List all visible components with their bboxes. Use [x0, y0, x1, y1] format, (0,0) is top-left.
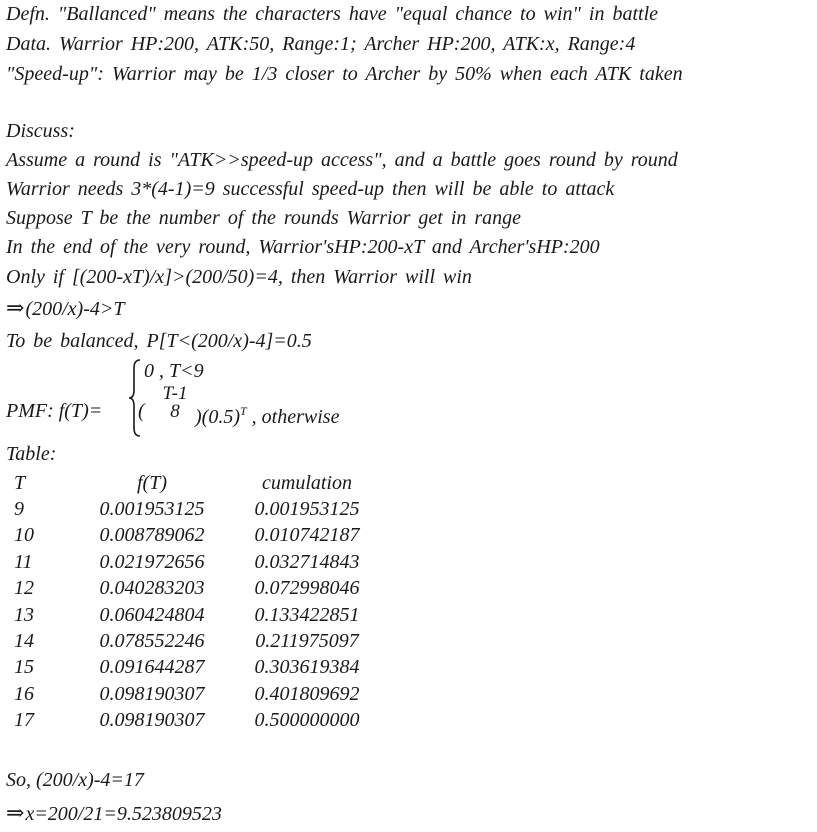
table-row: [8, 628, 382, 654]
column-header: cumulation: [262, 471, 352, 494]
table-cell: 0.303619384: [254, 656, 360, 679]
table-row: [8, 523, 382, 549]
table-cell: 0.001953125: [99, 498, 205, 521]
implication-text: (200/x)-4>T: [25, 298, 125, 320]
table-cell: 0.010742187: [254, 524, 360, 547]
table-cell: 0.500000000: [254, 709, 360, 732]
discuss-line: Only if [(200-xT)/x]>(200/50)=4, then Warrior will win: [6, 266, 472, 288]
table-cell: 12: [14, 577, 34, 600]
table-cell: 0.211975097: [255, 630, 359, 653]
implies-arrow-icon: ⇒: [6, 800, 25, 825]
column-header: f(T): [137, 471, 167, 494]
table-header-row: [8, 470, 382, 496]
table-row: [8, 655, 382, 681]
table-cell: 13: [14, 603, 34, 626]
table-cell: 0.032714843: [254, 550, 360, 573]
pmf-case-2-tail: , otherwise: [246, 406, 340, 428]
discuss-line: Suppose T be the number of the rounds Warrior get in range: [6, 207, 522, 229]
table-cell: 0.060424804: [99, 603, 205, 626]
discuss-line: Assume a round is "ATK>>speed-up access", and a battle goes round by round: [6, 149, 678, 171]
table-row: [8, 549, 382, 575]
pmf-case-2-open: (: [138, 400, 145, 422]
discuss-line: Warrior needs 3*(4-1)=9 successful speed-up then will be able to attack: [6, 178, 615, 200]
implication-line: [6, 295, 124, 322]
result-line: [6, 800, 222, 827]
table-cell: 0.098190307: [99, 709, 205, 732]
table-label: Table:: [6, 443, 57, 465]
table-cell: 0.001953125: [254, 498, 360, 521]
conclusion-line: So, (200/x)-4=17: [6, 769, 144, 791]
discuss-heading: Discuss:: [6, 120, 75, 142]
table-cell: 15: [14, 656, 34, 679]
table-cell: 14: [14, 630, 34, 653]
table-cell: 0.072998046: [254, 577, 360, 600]
table-row: [8, 708, 382, 734]
table-row: [8, 602, 382, 628]
pmf-case-2-power: )(0.5): [195, 406, 240, 428]
balanced-line: To be balanced, P[T<(200/x)-4]=0.5: [6, 330, 312, 352]
table-cell: 10: [14, 524, 34, 547]
table-row: [8, 496, 382, 522]
pmf-table: [8, 470, 382, 734]
binomial-bottom: 8: [170, 401, 180, 422]
pmf-exponent: T: [239, 404, 247, 418]
pmf-formula: [6, 358, 426, 438]
result-text: x=200/21=9.523809523: [25, 803, 222, 825]
definition-line: Defn. "Ballanced" means the characters have "equal chance to win" in battle: [6, 3, 659, 25]
pmf-case-2: [195, 398, 339, 430]
pmf-case-1: 0 , T<9: [144, 360, 204, 382]
table-cell: 0.078552246: [99, 630, 205, 653]
table-cell: 0.021972656: [99, 550, 205, 573]
table-cell: 0.040283203: [99, 577, 205, 600]
table-cell: 0.133422851: [254, 603, 360, 626]
table-cell: 0.401809692: [254, 682, 360, 705]
speed-up-line: "Speed-up": Warrior may be 1/3 closer to Archer by 50% when each ATK taken: [6, 63, 683, 85]
binomial-coefficient: [155, 385, 195, 421]
table-cell: 11: [14, 550, 33, 573]
table-row: [8, 576, 382, 602]
discuss-line: In the end of the very round, Warrior'sHP:200-xT and Archer'sHP:200: [6, 236, 600, 258]
table-cell: 16: [14, 682, 34, 705]
table-cell: 9: [14, 498, 24, 521]
binomial-top: T-1: [162, 383, 188, 404]
column-header: T: [14, 471, 26, 494]
data-line: Data. Warrior HP:200, ATK:50, Range:1; Archer HP:200, ATK:x, Range:4: [6, 33, 636, 55]
pmf-label: PMF: f(T)=: [6, 400, 103, 422]
table-cell: 0.008789062: [99, 524, 205, 547]
implies-arrow-icon: ⇒: [6, 295, 25, 320]
table-cell: 0.091644287: [99, 656, 205, 679]
table-row: [8, 681, 382, 707]
table-cell: 0.098190307: [99, 682, 205, 705]
table-cell: 17: [14, 709, 34, 732]
